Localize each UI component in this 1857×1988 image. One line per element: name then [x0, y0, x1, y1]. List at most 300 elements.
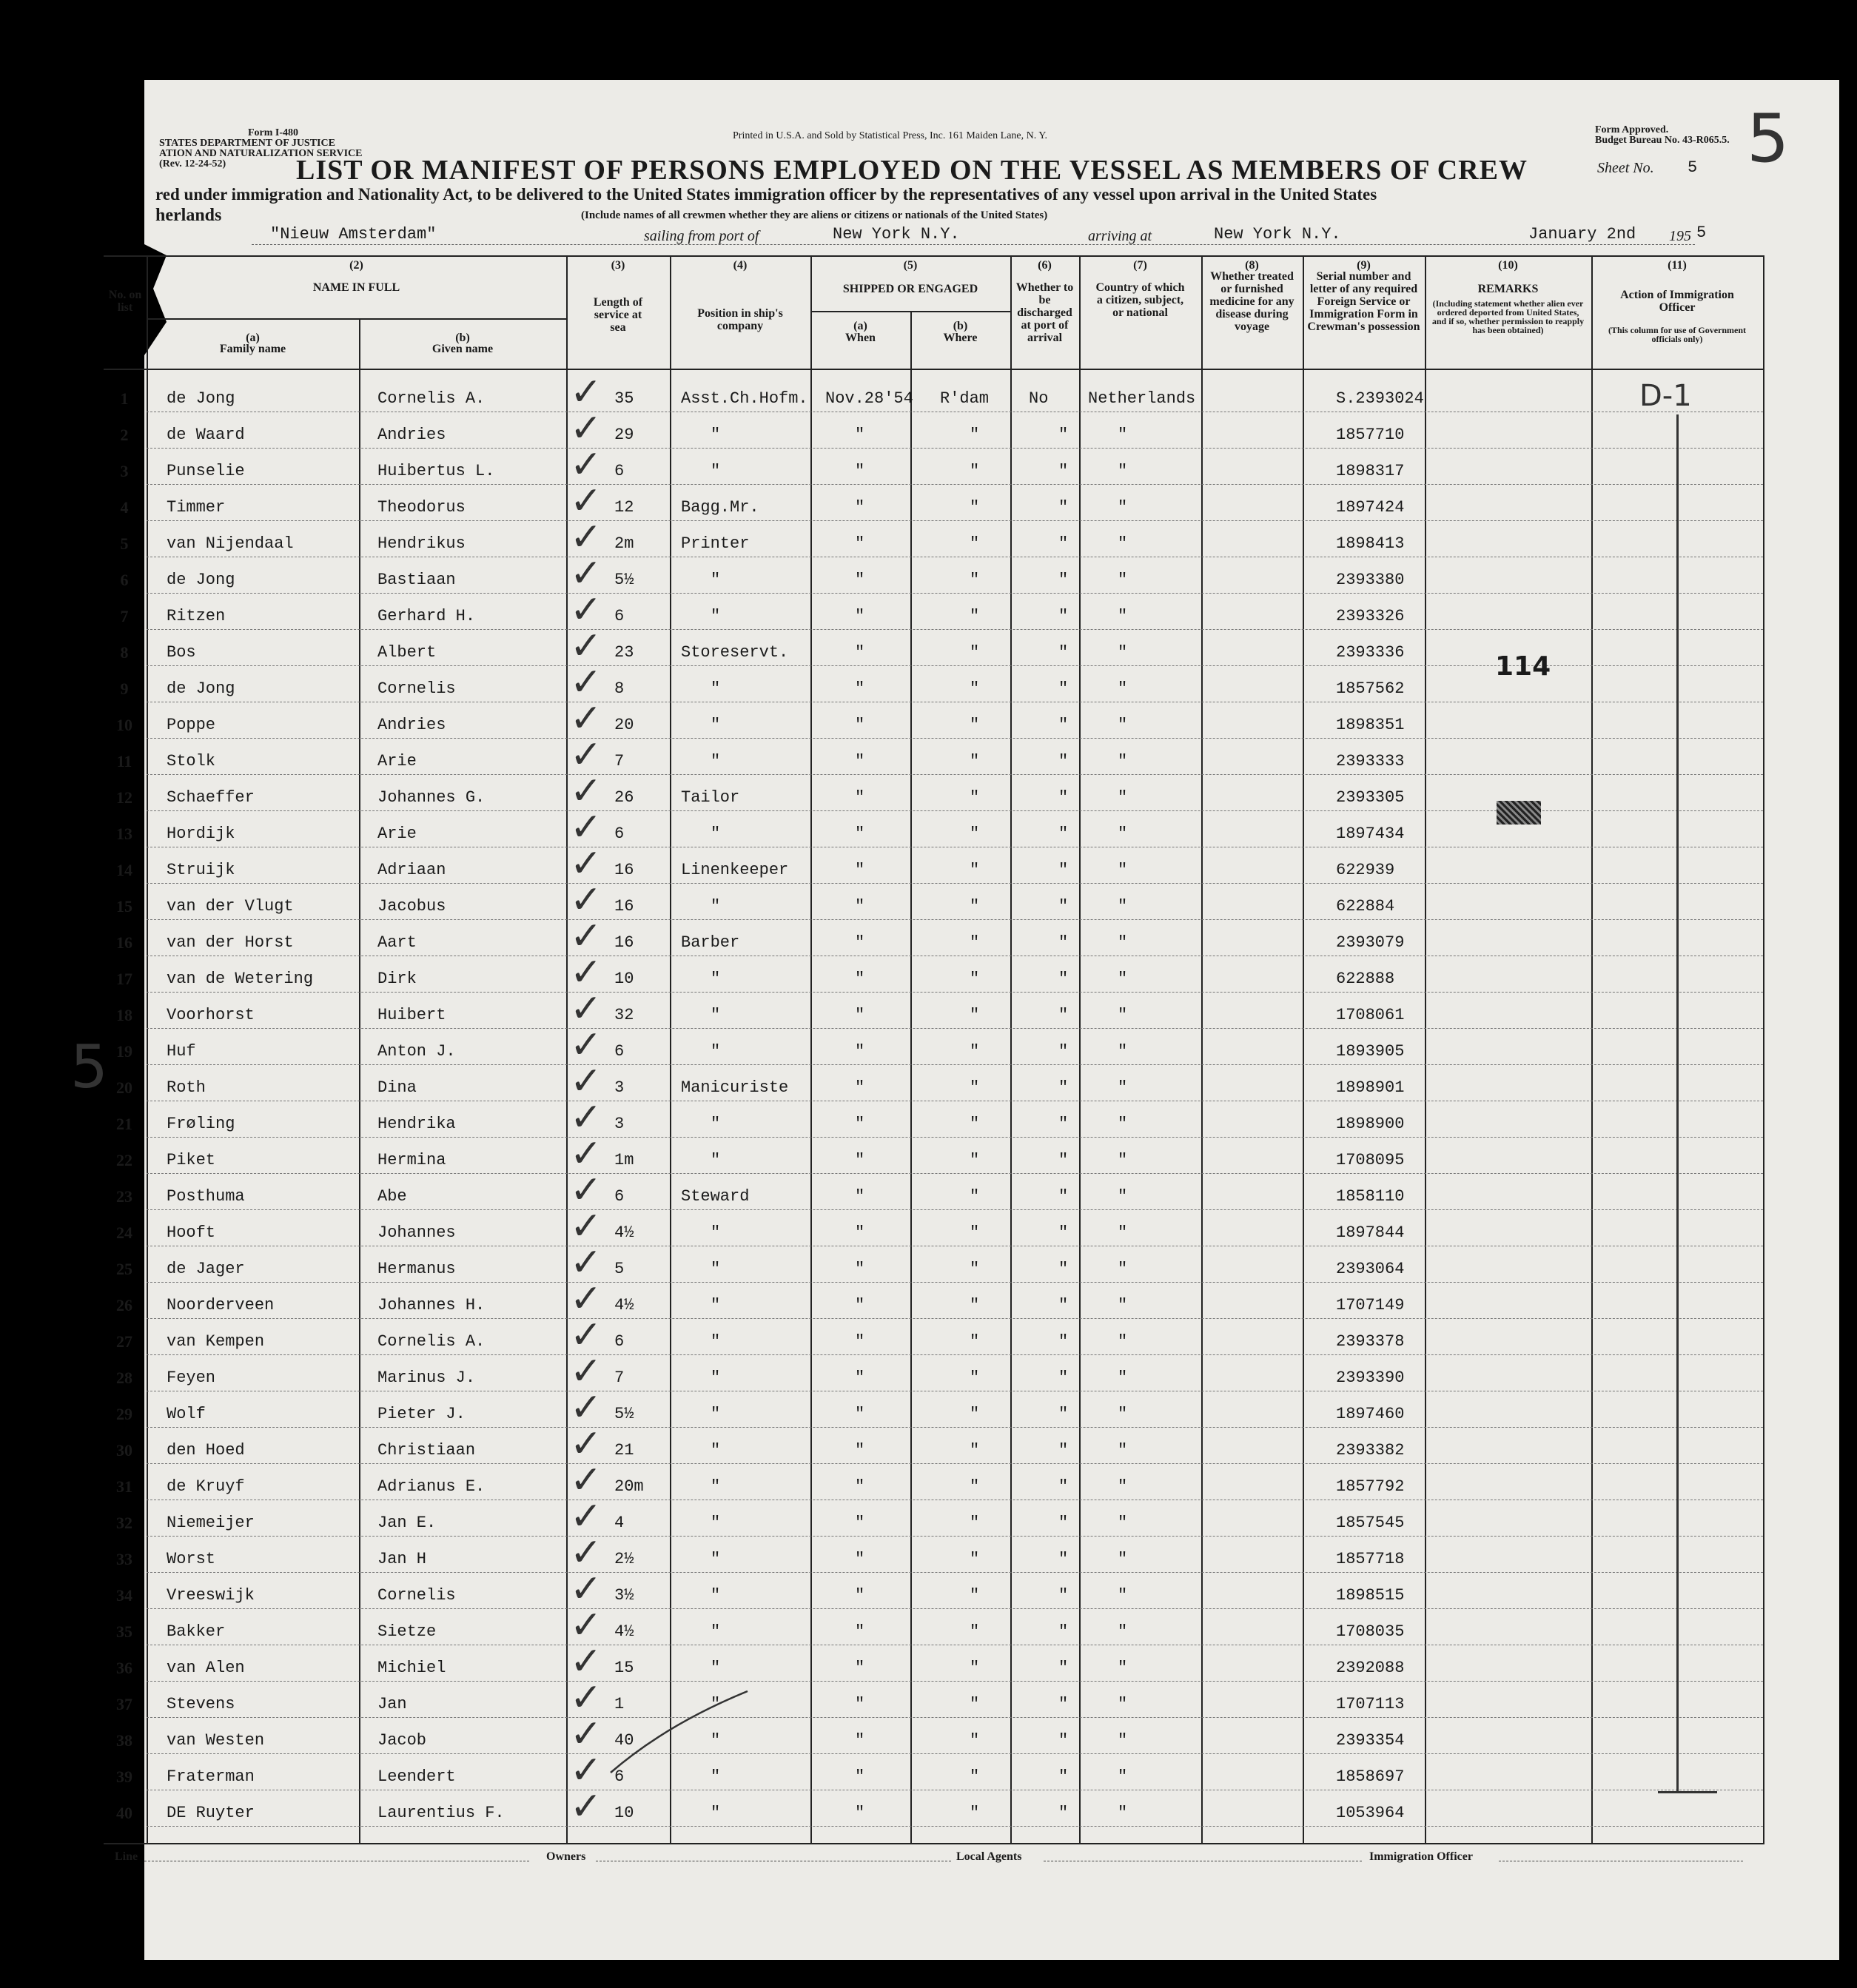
cell-given: Hermina: [377, 1151, 446, 1169]
cell-where: ": [970, 1622, 980, 1641]
cell-given: Jan H: [377, 1550, 427, 1568]
cell-given: Anton J.: [377, 1042, 456, 1061]
cell-given: Sietze: [377, 1622, 437, 1641]
table-row: [104, 1458, 1732, 1502]
cell-when: ": [855, 498, 865, 517]
cell-where: ": [970, 1006, 980, 1024]
check-mark-icon: ✓: [570, 1712, 602, 1756]
cell-country: ": [1118, 788, 1128, 807]
cell-family: Roth: [167, 1078, 206, 1097]
cell-where: ": [970, 426, 980, 444]
cell-where: ": [970, 1550, 980, 1568]
cell-length: 26: [614, 788, 634, 807]
cell-position: Linenkeeper: [681, 861, 789, 879]
cell-when: ": [855, 1622, 865, 1641]
cell-country: ": [1118, 1332, 1128, 1351]
cell-length: 8: [614, 679, 625, 698]
cell-discharged: ": [1058, 1296, 1069, 1314]
cell-country: ": [1118, 861, 1128, 879]
table-row: [104, 950, 1732, 995]
row-number: 4: [120, 498, 129, 517]
cell-position: ": [711, 1151, 721, 1169]
table-row: [104, 842, 1732, 886]
cell-length: 10: [614, 1804, 634, 1822]
cell-position: ": [711, 1514, 721, 1532]
cell-when: ": [855, 1006, 865, 1024]
cell-where: ": [970, 643, 980, 662]
cell-position: Asst.Ch.Hofm.: [681, 389, 808, 408]
row-number: 18: [116, 1006, 132, 1024]
cell-when: ": [855, 1441, 865, 1460]
cell-serial: 2393336: [1336, 643, 1405, 662]
row-number: 28: [116, 1369, 132, 1387]
cell-position: ": [711, 1369, 721, 1387]
cell-position: Storeservt.: [681, 643, 789, 662]
department-line2: ATION AND NATURALIZATION SERVICE: [159, 148, 363, 159]
cell-given: Hendrikus: [377, 534, 466, 553]
col-where: Where: [943, 332, 978, 344]
cell-discharged: ": [1058, 970, 1069, 988]
cell-family: Wolf: [167, 1405, 206, 1423]
check-mark-icon: ✓: [570, 1023, 602, 1067]
row-number: 34: [116, 1586, 132, 1605]
cell-position: Tailor: [681, 788, 740, 807]
cell-given: Andries: [377, 716, 446, 734]
cell-when: ": [855, 1042, 865, 1061]
cell-serial: 1897434: [1336, 825, 1405, 843]
cell-given: Jacobus: [377, 897, 446, 916]
table-row: [104, 624, 1732, 668]
cell-when: ": [855, 897, 865, 916]
action-bracket-line: [1676, 414, 1679, 1791]
check-mark-icon: ✓: [570, 1204, 602, 1249]
cell-position: ": [711, 1695, 721, 1713]
table-row: [104, 1023, 1732, 1067]
document-subtitle: red under immigration and Nationality Act, to be delivered to the United States immigration officer by the representatives of any vessel upon arrival in the United States: [155, 185, 1377, 204]
table-row: [104, 515, 1732, 560]
cell-where: ": [970, 1695, 980, 1713]
row-number: 24: [116, 1223, 132, 1242]
cell-given: Dirk: [377, 970, 417, 988]
row-number: 33: [116, 1550, 132, 1568]
col5a-label: (a): [853, 320, 867, 332]
cell-family: Posthuma: [167, 1187, 245, 1206]
form-approved: Form Approved.: [1595, 124, 1669, 135]
table-row: [104, 1059, 1732, 1104]
cell-discharged: ": [1058, 1550, 1069, 1568]
cell-country: ": [1118, 933, 1128, 952]
cell-position: Printer: [681, 534, 750, 553]
cell-serial: 1857710: [1336, 426, 1405, 444]
cell-country: ": [1118, 643, 1128, 662]
cell-serial: 1708035: [1336, 1622, 1405, 1641]
check-mark-icon: ✓: [570, 878, 602, 922]
cell-discharged: ": [1058, 426, 1069, 444]
footer-immigration-officer-label: Immigration Officer: [1369, 1850, 1473, 1863]
cell-position: ": [711, 752, 721, 770]
cell-when: ": [855, 1514, 865, 1532]
cell-country: ": [1118, 970, 1128, 988]
row-number: 25: [116, 1260, 132, 1278]
cell-where: ": [970, 679, 980, 698]
cell-length: 7: [614, 752, 625, 770]
cell-serial: 1898413: [1336, 534, 1405, 553]
cell-country: ": [1118, 1731, 1128, 1750]
cell-family: Poppe: [167, 716, 216, 734]
cell-discharged: ": [1058, 462, 1069, 480]
year-suffix: 5: [1696, 224, 1707, 242]
punch-hole: [73, 1754, 104, 1785]
cell-country: ": [1118, 1260, 1128, 1278]
cell-position: ": [711, 1804, 721, 1822]
remarks-stamp: 114: [1495, 651, 1551, 682]
cell-given: Johannes H.: [377, 1296, 486, 1314]
cell-country: ": [1118, 1115, 1128, 1133]
check-mark-icon: ✓: [570, 624, 602, 668]
row-number: 15: [116, 897, 132, 916]
row-number: 12: [116, 788, 132, 807]
cell-serial: 1707149: [1336, 1296, 1405, 1314]
cell-country: Netherlands: [1088, 389, 1196, 408]
table-row: [104, 1204, 1732, 1249]
check-mark-icon: ✓: [570, 1639, 602, 1684]
row-number: 1: [120, 389, 129, 408]
cell-length: 5: [614, 1260, 625, 1278]
include-note: (Include names of all crewmen whether they are aliens or citizens or nationals of the United States): [581, 209, 1048, 221]
col10-number: (10): [1498, 259, 1518, 272]
cell-discharged: ": [1058, 1695, 1069, 1713]
cell-serial: 1857792: [1336, 1477, 1405, 1496]
cell-position: ": [711, 825, 721, 843]
check-mark-icon: ✓: [570, 1168, 602, 1212]
cell-serial: 2393378: [1336, 1332, 1405, 1351]
cell-country: ": [1118, 679, 1128, 698]
check-mark-icon: ✓: [570, 1349, 602, 1394]
cell-country: ": [1118, 1006, 1128, 1024]
row-number: 36: [116, 1659, 132, 1677]
cell-family: Fraterman: [167, 1767, 255, 1786]
cell-discharged: ": [1058, 643, 1069, 662]
cell-length: 6: [614, 1332, 625, 1351]
cell-serial: 622939: [1336, 861, 1395, 879]
cell-country: ": [1118, 897, 1128, 916]
check-mark-icon: ✓: [570, 479, 602, 523]
cell-discharged: ": [1058, 1187, 1069, 1206]
check-mark-icon: ✓: [570, 987, 602, 1031]
cell-when: ": [855, 1405, 865, 1423]
cell-discharged: ": [1058, 1767, 1069, 1786]
cell-given: Cornelis A.: [377, 1332, 486, 1351]
table-row: [104, 805, 1732, 850]
cell-discharged: ": [1058, 498, 1069, 517]
cell-family: van de Wetering: [167, 970, 314, 988]
row-number: 8: [120, 643, 129, 662]
check-mark-icon: ✓: [570, 950, 602, 995]
cell-given: Cornelis: [377, 679, 456, 698]
cell-where: ": [970, 970, 980, 988]
cell-where: ": [970, 788, 980, 807]
cell-position: Barber: [681, 933, 740, 952]
cell-position: ": [711, 1006, 721, 1024]
cell-given: Johannes: [377, 1223, 456, 1242]
table-row: [104, 1386, 1732, 1430]
cell-discharged: ": [1058, 1622, 1069, 1641]
punch-hole: [75, 1121, 107, 1152]
cell-where: ": [970, 897, 980, 916]
cell-where: ": [970, 1767, 980, 1786]
cell-when: ": [855, 825, 865, 843]
row-number: 14: [116, 861, 132, 879]
table-row: [104, 1494, 1732, 1539]
table-row: [104, 551, 1732, 596]
cell-length: 12: [614, 498, 634, 517]
cell-serial: 1858110: [1336, 1187, 1405, 1206]
cell-discharged: ": [1058, 1441, 1069, 1460]
cell-given: Pieter J.: [377, 1405, 466, 1423]
cell-discharged: ": [1058, 825, 1069, 843]
table-row: [104, 1240, 1732, 1285]
cell-discharged: ": [1058, 1260, 1069, 1278]
cell-country: ": [1118, 752, 1128, 770]
cell-length: 40: [614, 1731, 634, 1750]
cell-family: Huf: [167, 1042, 196, 1061]
cell-family: DE Ruyter: [167, 1804, 255, 1822]
cell-serial: 1893905: [1336, 1042, 1405, 1061]
cell-family: van der Horst: [167, 933, 294, 952]
cell-country: ": [1118, 825, 1128, 843]
table-row: [104, 878, 1732, 922]
cell-serial: 622888: [1336, 970, 1395, 988]
cell-where: ": [970, 1042, 980, 1061]
cell-length: 6: [614, 1042, 625, 1061]
cell-when: ": [855, 1477, 865, 1496]
footer-local-agents-label: Local Agents: [956, 1850, 1022, 1863]
cell-discharged: ": [1058, 933, 1069, 952]
cell-when: ": [855, 1369, 865, 1387]
cell-country: ": [1118, 1804, 1128, 1822]
cell-family: de Jong: [167, 679, 235, 698]
cell-family: Stolk: [167, 752, 216, 770]
row-number: 32: [116, 1514, 132, 1532]
col-length-of-service: Length of service at sea: [593, 296, 643, 334]
cell-when: ": [855, 1078, 865, 1097]
cell-discharged: ": [1058, 752, 1069, 770]
check-mark-icon: ✓: [570, 842, 602, 886]
cell-country: ": [1118, 1586, 1128, 1605]
action-note: D-1: [1639, 379, 1692, 413]
cell-discharged: ": [1058, 1006, 1069, 1024]
arriving-label: arriving at: [1088, 228, 1152, 244]
row-number: 9: [120, 679, 129, 698]
cell-family: Ritzen: [167, 607, 226, 625]
row-number: 26: [116, 1296, 132, 1314]
table-row: [104, 406, 1732, 451]
cell-country: ": [1118, 1405, 1128, 1423]
cell-country: ": [1118, 498, 1128, 517]
cell-serial: 1857545: [1336, 1514, 1405, 1532]
cell-family: Voorhorst: [167, 1006, 255, 1024]
check-mark-icon: ✓: [570, 696, 602, 741]
cell-length: 7: [614, 1369, 625, 1387]
col7-number: (7): [1133, 259, 1147, 272]
table-row: [104, 769, 1732, 813]
cell-position: ": [711, 1731, 721, 1750]
cell-given: Marinus J.: [377, 1369, 476, 1387]
margin-number: 5: [70, 1032, 108, 1101]
cell-length: 1: [614, 1695, 625, 1713]
row-number: 23: [116, 1187, 132, 1206]
cell-country: ": [1118, 1695, 1128, 1713]
cell-position: ": [711, 1223, 721, 1242]
cell-length: 20: [614, 716, 634, 734]
col-when: When: [845, 332, 876, 344]
check-mark-icon: ✓: [570, 1676, 602, 1720]
cell-position: ": [711, 1767, 721, 1786]
cell-family: van Westen: [167, 1731, 265, 1750]
cell-when: ": [855, 861, 865, 879]
row-number: 6: [120, 571, 129, 589]
cell-country: ": [1118, 1078, 1128, 1097]
cell-length: 3: [614, 1078, 625, 1097]
cell-position: ": [711, 1042, 721, 1061]
sheet-label: Sheet No.: [1597, 160, 1654, 176]
cell-where: ": [970, 1369, 980, 1387]
cell-given: Bastiaan: [377, 571, 456, 589]
row-number: 39: [116, 1767, 132, 1786]
cell-country: ": [1118, 1659, 1128, 1677]
cell-given: Adrianus E.: [377, 1477, 486, 1496]
cell-given: Aart: [377, 933, 417, 952]
cell-where: ": [970, 1296, 980, 1314]
cell-position: ": [711, 1115, 721, 1133]
cell-discharged: ": [1058, 1804, 1069, 1822]
cell-family: Bos: [167, 643, 196, 662]
cell-discharged: No: [1029, 389, 1049, 408]
cell-discharged: ": [1058, 1514, 1069, 1532]
cell-length: 2m: [614, 534, 634, 553]
cell-where: ": [970, 1804, 980, 1822]
row-number: 16: [116, 933, 132, 952]
arriving-port: New York N.Y.: [1214, 225, 1341, 244]
cell-given: Arie: [377, 825, 417, 843]
cell-when: ": [855, 1151, 865, 1169]
cell-family: de Jong: [167, 571, 235, 589]
punch-hole: [58, 1184, 89, 1215]
col8-number: (8): [1245, 259, 1259, 272]
cell-length: 16: [614, 861, 634, 879]
cell-serial: 1898900: [1336, 1115, 1405, 1133]
col9-number: (9): [1357, 259, 1371, 272]
row-number: 37: [116, 1695, 132, 1713]
cell-family: Bakker: [167, 1622, 226, 1641]
check-mark-icon: ✓: [570, 1531, 602, 1575]
cell-family: Vreeswijk: [167, 1586, 255, 1605]
table-row: [104, 914, 1732, 958]
cell-when: ": [855, 716, 865, 734]
col2-number: (2): [349, 259, 363, 272]
table-row: [104, 1422, 1732, 1466]
cell-country: ": [1118, 426, 1128, 444]
form-number: Form I-480: [248, 127, 299, 138]
slash-mark: [607, 1680, 755, 1776]
cell-serial: 1898901: [1336, 1078, 1405, 1097]
cell-serial: 1898317: [1336, 462, 1405, 480]
cell-serial: 1708095: [1336, 1151, 1405, 1169]
cell-where: ": [970, 534, 980, 553]
cell-length: 21: [614, 1441, 634, 1460]
table-row: [104, 479, 1732, 523]
cell-serial: S.2393024: [1336, 389, 1424, 408]
cell-serial: 1898515: [1336, 1586, 1405, 1605]
check-mark-icon: ✓: [570, 1784, 602, 1829]
cell-length: 4½: [614, 1223, 634, 1242]
row-number: 27: [116, 1332, 132, 1351]
check-mark-icon: ✓: [570, 660, 602, 705]
cell-position: ": [711, 970, 721, 988]
cell-when: ": [855, 607, 865, 625]
cell-discharged: ": [1058, 1659, 1069, 1677]
cell-given: Cornelis: [377, 1586, 456, 1605]
cell-length: 10: [614, 970, 634, 988]
cell-family: van Alen: [167, 1659, 245, 1677]
cell-family: Stevens: [167, 1695, 235, 1713]
table-row: [104, 1676, 1732, 1720]
cell-serial: 1857562: [1336, 679, 1405, 698]
row-number: 19: [116, 1042, 132, 1061]
cell-family: van Kempen: [167, 1332, 265, 1351]
cell-where: ": [970, 933, 980, 952]
col3-number: (3): [611, 259, 625, 272]
cell-when: ": [855, 1586, 865, 1605]
cell-length: 29: [614, 426, 634, 444]
cell-discharged: ": [1058, 1405, 1069, 1423]
row-number: 17: [116, 970, 132, 988]
cell-position: ": [711, 607, 721, 625]
col5-number: (5): [903, 259, 918, 272]
cell-discharged: ": [1058, 1586, 1069, 1605]
cell-given: Albert: [377, 643, 437, 662]
cell-serial: 2393382: [1336, 1441, 1405, 1460]
cell-serial: 2393326: [1336, 607, 1405, 625]
cell-length: 6: [614, 1187, 625, 1206]
cell-where: ": [970, 1659, 980, 1677]
cell-family: Noorderveen: [167, 1296, 275, 1314]
cell-family: den Hoed: [167, 1441, 245, 1460]
cell-family: Niemeijer: [167, 1514, 255, 1532]
cell-length: 3: [614, 1115, 625, 1133]
row-number: 29: [116, 1405, 132, 1423]
cell-discharged: ": [1058, 1042, 1069, 1061]
sheet-number: 5: [1688, 158, 1698, 177]
cell-country: ": [1118, 534, 1128, 553]
row-number: 21: [116, 1115, 132, 1133]
row-number: 3: [120, 462, 129, 480]
cell-where: ": [970, 1514, 980, 1532]
cell-position: ": [711, 1550, 721, 1568]
cell-position: ": [711, 1586, 721, 1605]
cell-where: ": [970, 1332, 980, 1351]
table-row: [104, 1132, 1732, 1176]
col-name-in-full: NAME IN FULL: [312, 281, 400, 294]
cell-given: Leendert: [377, 1767, 456, 1786]
row-number: 5: [120, 534, 129, 553]
check-mark-icon: ✓: [570, 1059, 602, 1104]
cell-length: 16: [614, 933, 634, 952]
cell-when: ": [855, 1296, 865, 1314]
col-remarks: REMARKS: [1477, 283, 1539, 295]
cell-discharged: ": [1058, 1223, 1069, 1242]
check-mark-icon: ✓: [570, 1494, 602, 1539]
